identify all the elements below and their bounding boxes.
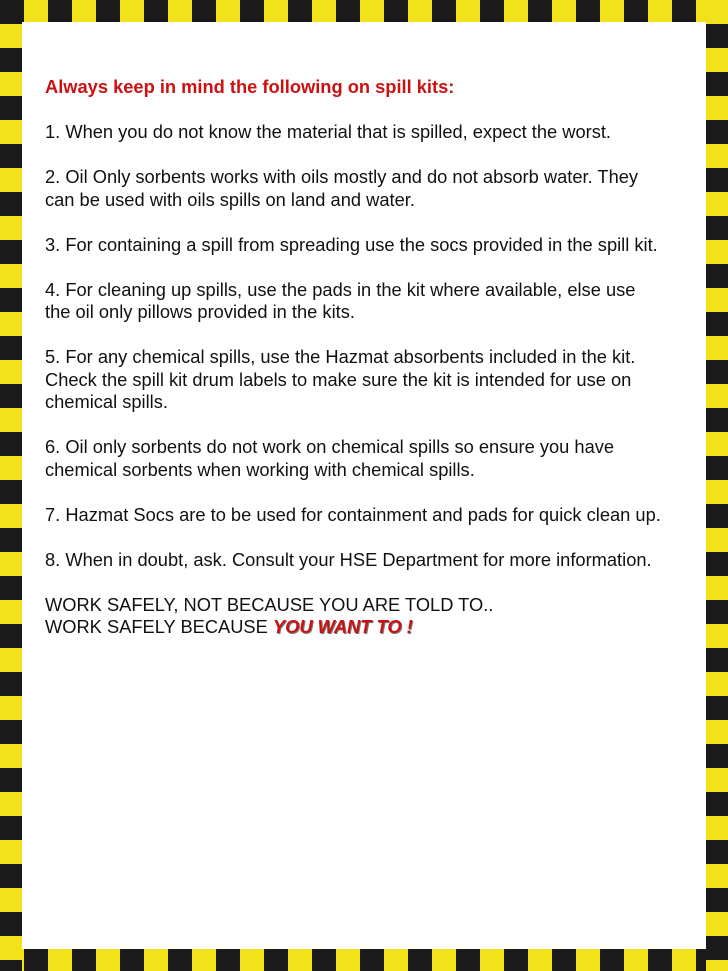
list-item: 4. For cleaning up spills, use the pads in the kit where available, else use the oil only pillows provided in the kits.: [45, 278, 636, 322]
list-item: 8. When in doubt, ask. Consult your HSE Department for more information.: [45, 548, 652, 570]
closing-line-2: [45, 616, 665, 639]
border-top: [0, 0, 728, 22]
closing-line-2-prefix: WORK SAFELY BECAUSE: [45, 616, 273, 637]
list-item: 3. For containing a spill from spreading use the socs provided in the spill kit.: [45, 233, 658, 255]
list-item: 2. Oil Only sorbents works with oils mostly and do not absorb water. They can be used with oils spills on land and water.: [45, 166, 639, 210]
closing-emphasis: YOU WANT TO !: [272, 616, 413, 637]
border-left: [0, 0, 22, 971]
list-item: 5. For any chemical spills, use the Hazmat absorbents included in the kit. Check the spill kit drum labels to make sure the kit is intended for use on chemical spills.: [45, 346, 636, 412]
closing-line-1: WORK SAFELY, NOT BECAUSE YOU ARE TOLD TO..: [45, 593, 494, 615]
border-right: [706, 0, 728, 971]
closing-message: [45, 594, 665, 639]
notice-heading: Always keep in mind the following on spill kits:: [45, 76, 455, 97]
notice-body: [45, 76, 665, 639]
list-item: 7. Hazmat Socs are to be used for containment and pads for quick clean up.: [45, 503, 661, 525]
list-item: 1. When you do not know the material that is spilled, expect the worst.: [45, 121, 611, 142]
list-item: 6. Oil only sorbents do not work on chemical spills so ensure you have chemical sorbents when working with chemical spills.: [45, 436, 615, 480]
border-bottom: [0, 949, 728, 971]
